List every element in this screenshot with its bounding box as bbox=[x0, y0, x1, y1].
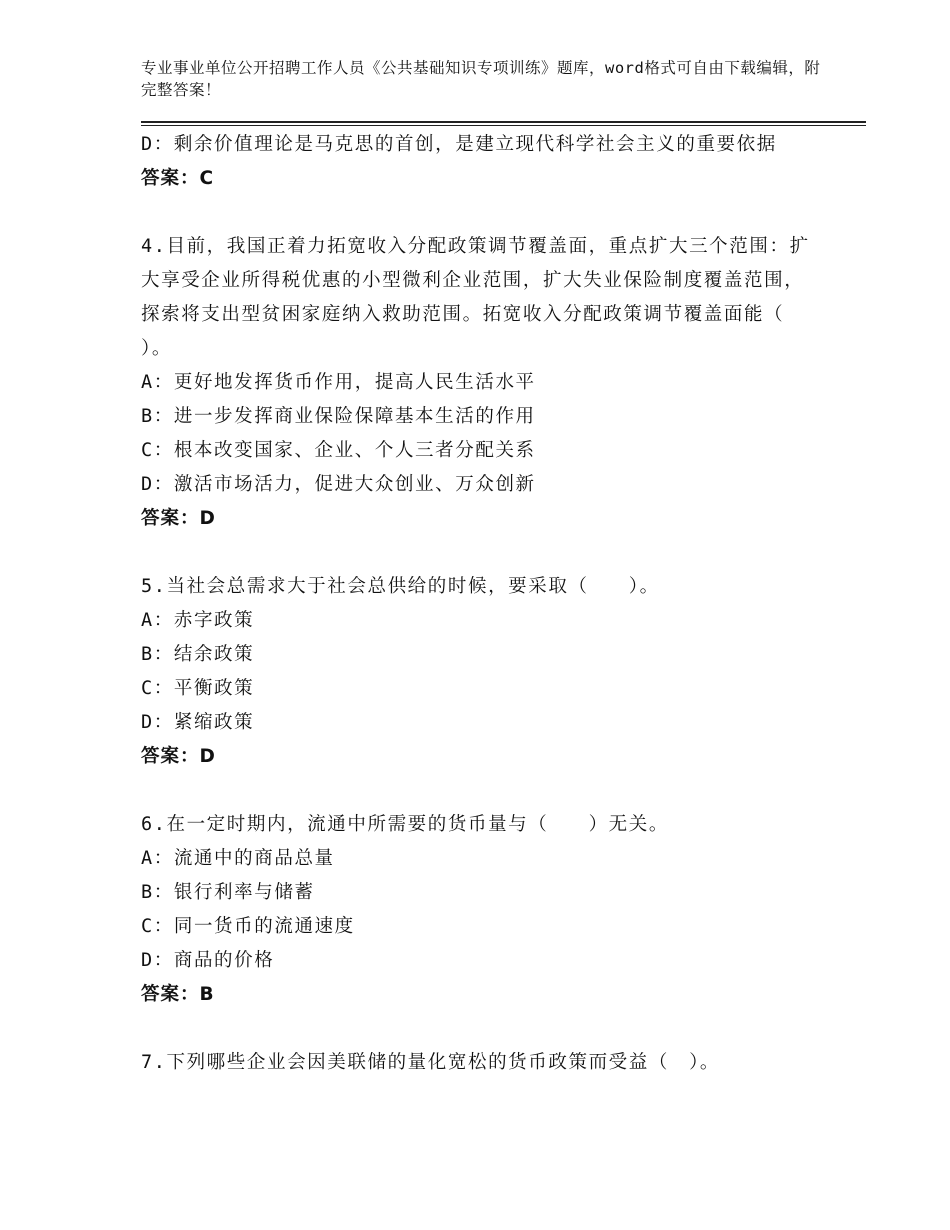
answer: 答案：D bbox=[141, 508, 216, 529]
question-4 bbox=[141, 230, 825, 536]
header-rule-thin bbox=[141, 125, 866, 126]
spacer bbox=[141, 536, 811, 570]
option-d: D：激活市场活力，促进大众创业、万众创新 bbox=[141, 474, 536, 495]
option-a: A：流通中的商品总量 bbox=[141, 848, 335, 869]
question-list bbox=[141, 128, 825, 1080]
question-stem: 6.在一定时期内，流通中所需要的货币量与（ ）无关。 bbox=[141, 814, 669, 835]
answer: 答案：B bbox=[141, 984, 215, 1005]
continued-answer: 答案：C bbox=[141, 168, 215, 189]
question-stem: 5.当社会总需求大于社会总供给的时候，要采取（ ）。 bbox=[141, 576, 660, 597]
option-c: C：平衡政策 bbox=[141, 678, 255, 699]
spacer bbox=[141, 774, 811, 808]
option-a: A：更好地发挥货币作用，提高人民生活水平 bbox=[141, 372, 536, 393]
option-c: C：根本改变国家、企业、个人三者分配关系 bbox=[141, 440, 536, 461]
spacer bbox=[141, 1012, 811, 1046]
continued-option-d: D：剩余价值理论是马克思的首创，是建立现代科学社会主义的重要依据 bbox=[141, 134, 777, 155]
question-stem: 4.目前，我国正着力拓宽收入分配政策调节覆盖面，重点扩大三个范围：扩大享受企业所得税优惠的小型微利企业范围，扩大失业保险制度覆盖范围，探索将支出型贫困家庭纳入救助范围。拓宽收入分配政策调节覆盖面能（ ）。 bbox=[141, 236, 825, 359]
option-b: B：结余政策 bbox=[141, 644, 255, 665]
question-5 bbox=[141, 570, 811, 774]
option-d: D：商品的价格 bbox=[141, 950, 275, 971]
option-b: B：进一步发挥商业保险保障基本生活的作用 bbox=[141, 406, 536, 427]
spacer bbox=[141, 196, 811, 230]
document-header: 专业事业单位公开招聘工作人员《公共基础知识专项训练》题库，word格式可自由下载编辑，附完整答案！ bbox=[141, 59, 821, 99]
question-6 bbox=[141, 808, 811, 1012]
header-rule-thick bbox=[141, 121, 866, 123]
option-d: D：紧缩政策 bbox=[141, 712, 255, 733]
answer: 答案：D bbox=[141, 746, 216, 767]
question-stem: 7.下列哪些企业会因美联储的量化宽松的货币政策而受益（ ）。 bbox=[141, 1052, 721, 1073]
option-b: B：银行利率与储蓄 bbox=[141, 882, 315, 903]
question-7 bbox=[141, 1046, 811, 1080]
option-c: C：同一货币的流通速度 bbox=[141, 916, 355, 937]
option-a: A：赤字政策 bbox=[141, 610, 255, 631]
